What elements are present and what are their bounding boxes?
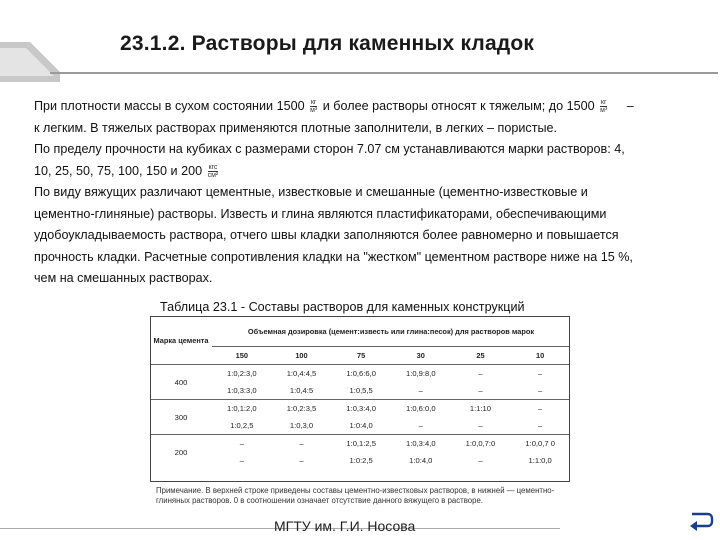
table-row: [150, 417, 570, 435]
table-cell: 1:0,2:3,0: [227, 369, 257, 378]
table-note: Примечание. В верхней строке приведены составы цементно-известковых растворов, в нижней — цементно-глиняных растворов. 0 в соотношении означает отсутствие данного вяжущего в растворе.: [156, 486, 555, 505]
table-row: [150, 382, 570, 400]
title-rule: [50, 72, 718, 74]
grade-header: 100: [272, 347, 332, 365]
table-cell: 1:0,6:6,0: [346, 369, 376, 378]
unit-fraction: кгс см²: [207, 163, 219, 179]
table-cell: –: [478, 369, 483, 378]
text-line: прочность кладки. Расчетные сопротивления кладки на "жестком" цементном растворе ниже на 15 %,: [34, 249, 633, 264]
table-cell: 1:0,2,5: [212, 417, 272, 435]
table-cell: 1:0,4:5: [272, 382, 332, 400]
text-fragment: 10, 25, 50, 75, 100, 150 и 200: [34, 163, 203, 178]
table-row: [150, 452, 570, 469]
group-header: Объемная дозировка (цемент:известь или глина:песок) для растворов марок: [212, 316, 570, 347]
table-cell: –: [391, 417, 451, 435]
table-row: [150, 400, 570, 418]
text-line: к легким. В тяжелых растворах применяются плотные заполнители, в легких – пористые.: [34, 120, 558, 135]
table-cell: –: [299, 456, 304, 465]
table-cell: 1:0:4,0: [409, 456, 433, 465]
text-line: цементно-глиняные) растворы. Известь и глина являются пластификаторами, обеспечивающими: [34, 206, 607, 221]
text-line: чем на смешанных растворах.: [34, 271, 213, 285]
table-cell: –: [451, 417, 511, 435]
grade-header: 10: [510, 347, 570, 365]
table-cell: 1:0,3:4,0: [406, 439, 436, 448]
cement-grade: 400: [150, 365, 212, 400]
text-line: По виду вяжущих различают цементные, известковые и смешанные (цементно-известковые и: [34, 185, 588, 199]
grade-header: 150: [212, 347, 272, 365]
table-cell: 1:0,9:8,0: [406, 369, 436, 378]
grade-header: 25: [451, 347, 511, 365]
table-cell: 1:0:4,0: [331, 417, 391, 435]
corner-decoration: [0, 42, 60, 82]
cement-grade: 300: [150, 400, 212, 435]
table-cell: 1:0,3:4,0: [346, 404, 376, 413]
return-arrow-icon[interactable]: [688, 510, 714, 532]
cement-grade: 200: [174, 447, 188, 457]
unit-fraction: кг м³: [600, 99, 608, 115]
table-cell: 1:0,5,5: [331, 382, 391, 400]
table-cell: 1:0,4:4,5: [286, 369, 317, 378]
table-caption: Таблица 23.1 - Составы растворов для каменных конструкций: [160, 300, 525, 314]
page-title: 23.1.2. Растворы для каменных кладок: [120, 32, 535, 55]
grade-header: 30: [391, 347, 451, 365]
body-text: [34, 96, 710, 290]
text-line: По пределу прочности на кубиках с размерами сторон 7.07 см устанавливаются марки растворов: 4,: [34, 142, 625, 156]
table-cell: 1:0,1:2,5: [346, 439, 376, 448]
table-cell: 1:1:0,0: [528, 456, 552, 465]
table-row: [150, 435, 570, 453]
table-cell: –: [510, 382, 570, 400]
table-cell: –: [538, 404, 543, 413]
table-cell: 1:0:2,5: [349, 456, 373, 465]
unit-fraction: кг м³: [310, 99, 318, 115]
table-row: [150, 365, 570, 383]
table-cell: 1:0,0,7:0: [465, 439, 496, 448]
table-cell: 1:0,3:3,0: [212, 382, 272, 400]
table-cell: –: [510, 417, 570, 435]
text-line: [34, 161, 710, 183]
table-cell: –: [538, 369, 543, 378]
text-fragment: –: [626, 99, 634, 113]
table-cell: 1:0,3,0: [272, 417, 332, 435]
grade-header: 75: [331, 347, 391, 365]
table-cell: –: [239, 456, 244, 465]
table-cell: –: [239, 439, 244, 448]
table-cell: 1:0,1:2,0: [227, 404, 257, 413]
table-cell: 1:0,0,7 0: [525, 439, 555, 448]
text-fragment: и более растворы относят к тяжелым; до 1500: [322, 99, 595, 113]
table-cell: –: [478, 456, 483, 465]
text-line: удобоукладываемость раствора, отчего швы кладки заполняются более равномерно и повышается: [34, 228, 619, 242]
table-cell: –: [391, 382, 451, 400]
table-cell: –: [299, 439, 304, 448]
table-cell: –: [451, 382, 511, 400]
text-line: [34, 96, 710, 118]
text-fragment: При плотности массы в сухом состоянии 1500: [34, 99, 305, 113]
column-header-cement: Марка цемента: [150, 316, 212, 365]
table-cell: 1:1:10: [469, 404, 492, 413]
table-cell: 1:0,2:3,5: [286, 404, 317, 413]
table-cell: 1:0,6:0,0: [406, 404, 436, 413]
footer-text: МГТУ им. Г.И. Носова: [274, 518, 416, 534]
